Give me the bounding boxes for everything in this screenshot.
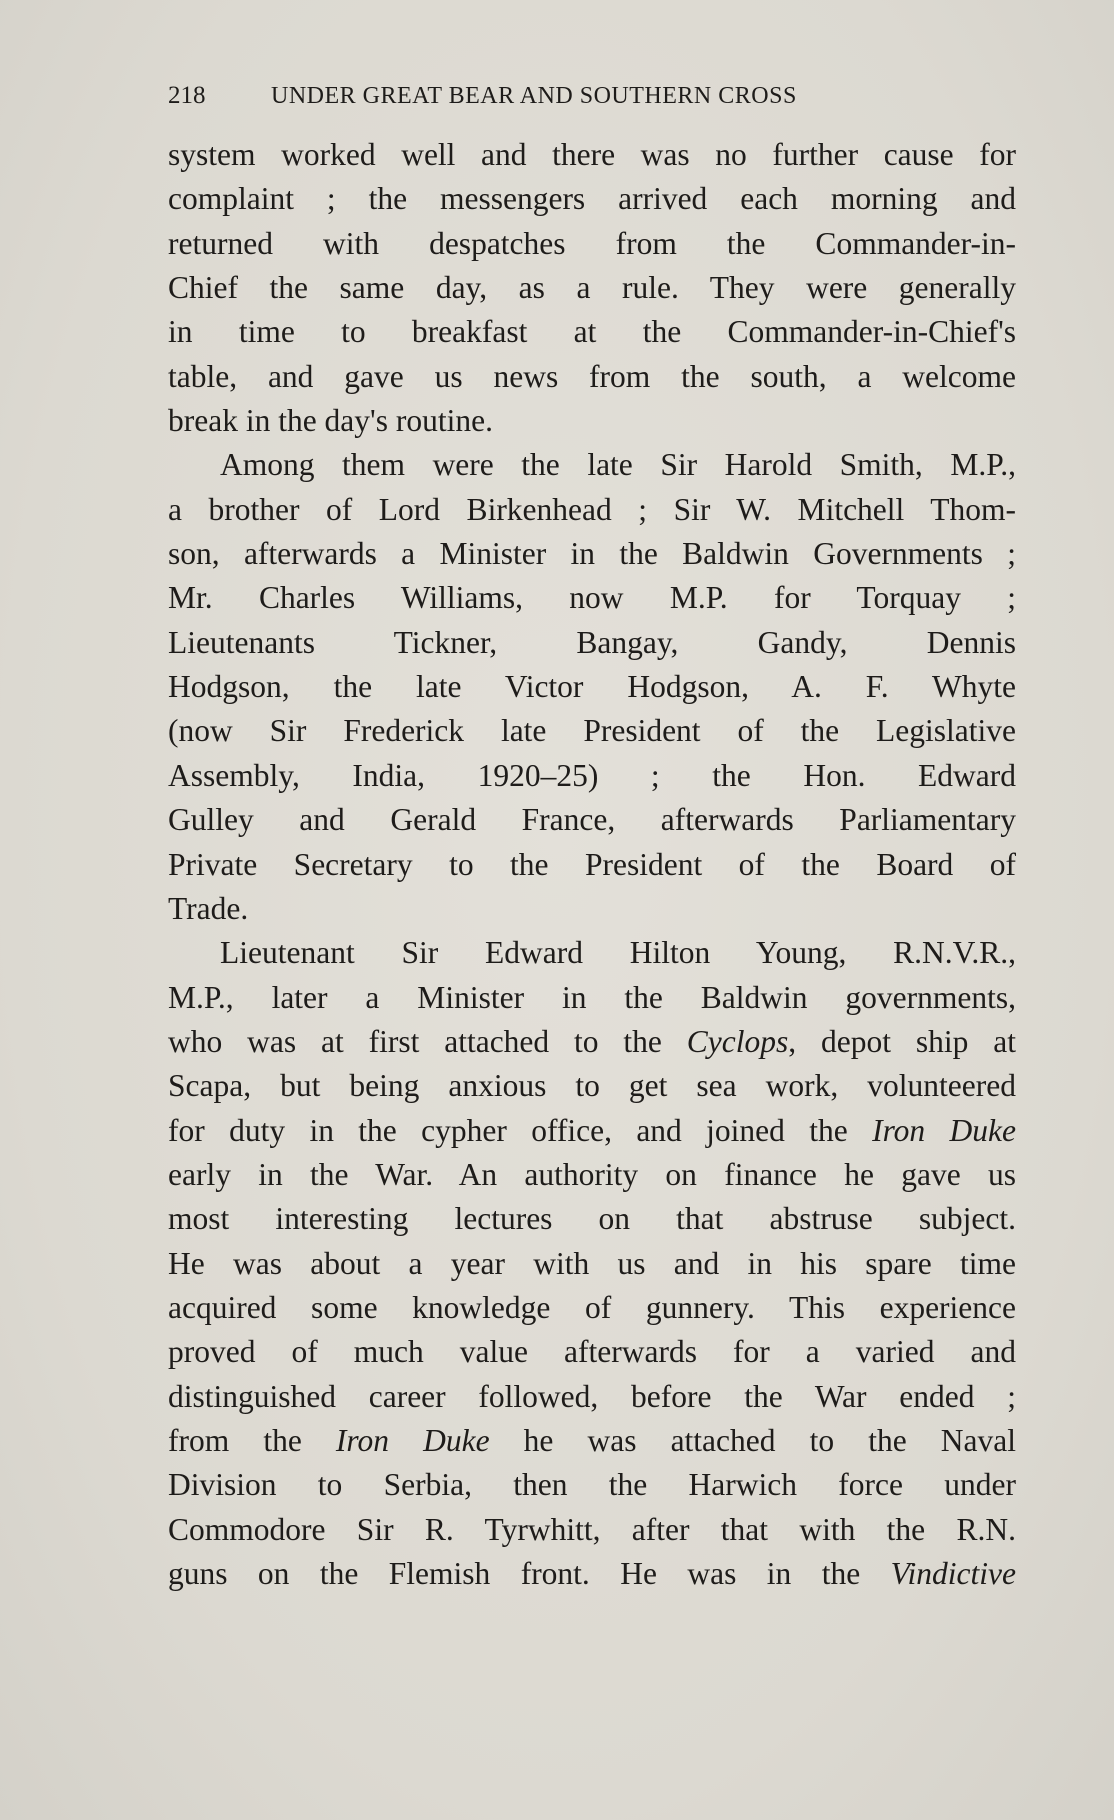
text-line: Lieutenant Sir Edward Hilton Young, R.N.V.R., — [220, 935, 1016, 971]
text-line — [168, 1419, 1016, 1463]
text-line — [168, 1109, 1016, 1153]
text-line: system worked well and there was no further cause for — [168, 137, 1016, 172]
page-number: 218 — [168, 82, 206, 109]
running-title: UNDER GREAT BEAR AND SOUTHERN CROSS — [271, 83, 797, 109]
text-line: in time to breakfast at the Commander-in-Chief's — [168, 314, 1016, 350]
text-line: distinguished career followed, before the War ended ; — [168, 1378, 1016, 1414]
text-line: complaint ; the messengers arrived each morning and — [168, 181, 1016, 217]
text-line: (now Sir Frederick late President of the Legislative — [168, 713, 1016, 749]
text-line: Private Secretary to the President of the Board of — [168, 846, 1016, 882]
italic-text: Vindictive — [890, 1556, 1016, 1591]
italic-text: Iron Duke — [335, 1422, 490, 1458]
text-line: Hodgson, the late Victor Hodgson, A. F. Whyte — [168, 669, 1016, 705]
text-line: Scapa, but being anxious to get sea work, volunteered — [168, 1068, 1016, 1104]
running-head — [168, 78, 1028, 114]
text-segment: , depot ship at — [788, 1023, 1017, 1059]
text-line: proved of much value afterwards for a varied and — [168, 1334, 1016, 1370]
italic-text: Iron Duke — [872, 1112, 1016, 1148]
text-line: Gulley and Gerald France, afterwards Parliamentary — [168, 802, 1016, 838]
text-line: Division to Serbia, then the Harwich force under — [168, 1467, 1016, 1503]
text-line: most interesting lectures on that abstruse subject. — [168, 1201, 1016, 1237]
text-line: returned with despatches from the Commander-in- — [168, 225, 1016, 261]
body-text — [168, 133, 1016, 1596]
text-segment: for duty in the cypher office, and joined the — [168, 1112, 873, 1148]
text-segment: he was attached to the Naval — [489, 1422, 1016, 1458]
text-line: Among them were the late Sir Harold Smith, M.P., — [220, 447, 1016, 483]
text-line — [168, 1552, 1016, 1596]
text-line: break in the day's routine. — [168, 403, 493, 439]
text-line: Mr. Charles Williams, now M.P. for Torquay ; — [168, 580, 1016, 616]
text-line: a brother of Lord Birkenhead ; Sir W. Mitchell Thom- — [168, 491, 1016, 527]
text-line: Commodore Sir R. Tyrwhitt, after that with the R.N. — [168, 1511, 1016, 1547]
text-line: Assembly, India, 1920–25) ; the Hon. Edward — [168, 757, 1016, 793]
text-line: son, afterwards a Minister in the Baldwin Governments ; — [168, 536, 1016, 572]
text-line: acquired some knowledge of gunnery. This experience — [168, 1289, 1016, 1325]
text-line: M.P., later a Minister in the Baldwin governments, — [168, 979, 1016, 1015]
text-segment: who was at first attached to the — [168, 1023, 687, 1059]
text-segment: guns on the Flemish front. He was in the — [168, 1556, 891, 1591]
italic-text: Cyclops — [686, 1023, 789, 1059]
text-line: table, and gave us news from the south, a welcome — [168, 358, 1016, 394]
text-line: He was about a year with us and in his spare time — [168, 1245, 1016, 1281]
text-line — [168, 1020, 1016, 1064]
text-segment: from the — [168, 1422, 336, 1458]
text-line: Lieutenants Tickner, Bangay, Gandy, Dennis — [168, 624, 1016, 660]
text-line: Trade. — [168, 890, 249, 926]
text-line: early in the War. An authority on finance he gave us — [168, 1156, 1016, 1192]
text-line: Chief the same day, as a rule. They were generally — [168, 270, 1016, 306]
